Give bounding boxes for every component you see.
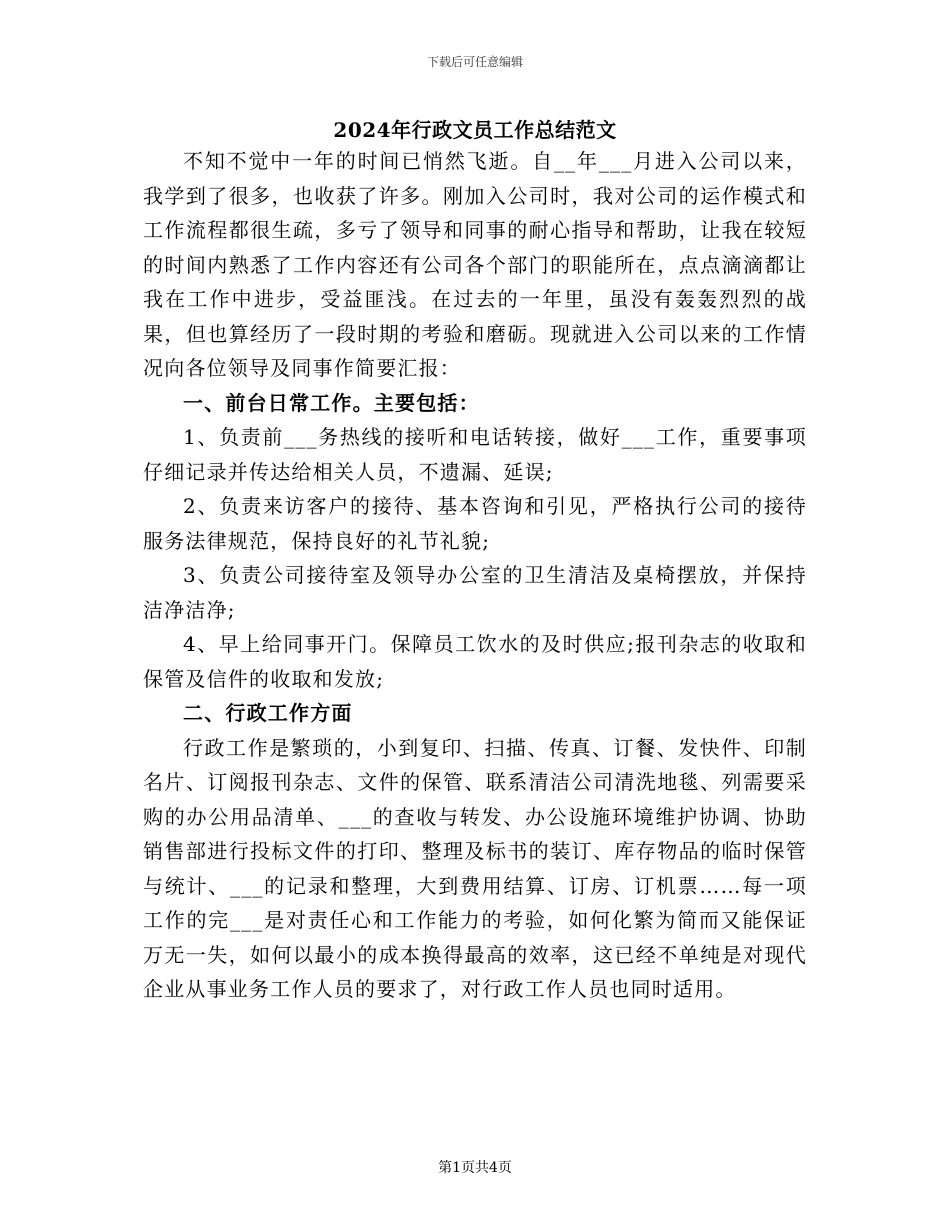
list-item-3: 3、负责公司接待室及领导办公室的卫生清洁及桌椅摆放，并保持洁净洁净; [143, 563, 807, 622]
intro-paragraph: 不知不觉中一年的时间已悄然飞逝。自__年___月进入公司以来，我学到了很多，也收获了许多。刚加入公司时，我对公司的运作模式和工作流程都很生疏，多亏了领导和同事的耐心指导和帮助，让我在较短的时间内熟悉了工作内容还有公司各个部门的职能所在，点点滴滴都让我在工作中进步，受益匪浅。在过去的一年里，虽没有轰轰烈烈的战果，但也算经历了一段时期的考验和磨砺。现就进入公司以来的工作情况向各位领导及同事作简要汇报： [143, 149, 807, 380]
section-heading-admin: 二、行政工作方面 [183, 701, 353, 725]
page-header-note: 下载后可任意编辑 [426, 55, 523, 69]
document-body [143, 144, 807, 1007]
list-item-1: 1、负责前___务热线的接听和电话转接，做好___工作，重要事项仔细记录并传达给相关人员，不遗漏、延误; [143, 425, 807, 484]
list-item-2: 2、负责来访客户的接待、基本咨询和引见，严格执行公司的接待服务法律规范，保持良好的礼节礼貌; [143, 494, 807, 553]
admin-paragraph: 行政工作是繁琐的，小到复印、扫描、传真、订餐、发快件、印制名片、订阅报刊杂志、文件的保管、联系清洁公司清洗地毯、列需要采购的办公用品清单、___的查收与转发、办公设施环境维护协调、协助销售部进行投标文件的打印、整理及标书的装订、库存物品的临时保管与统计、___的记录和整理，大到费用结算、订房、订机票……每一项工作的完___是对责任心和工作能力的考验，如何化繁为简而又能保证万无一失，如何以最小的成本换得最高的效率，这已经不单纯是对现代企业从事业务工作人员的要求了，对行政工作人员也同时适用。 [143, 735, 807, 1001]
page-footer-number: 第1页共4页 [438, 1160, 512, 1176]
section-heading-front-desk: 一、前台日常工作。主要包括： [183, 390, 480, 415]
list-item-4: 4、早上给同事开门。保障员工饮水的及时供应;报刊杂志的收取和保管及信件的收取和发放; [143, 632, 807, 691]
document-title: 2024年行政文员工作总结范文 [333, 118, 617, 142]
